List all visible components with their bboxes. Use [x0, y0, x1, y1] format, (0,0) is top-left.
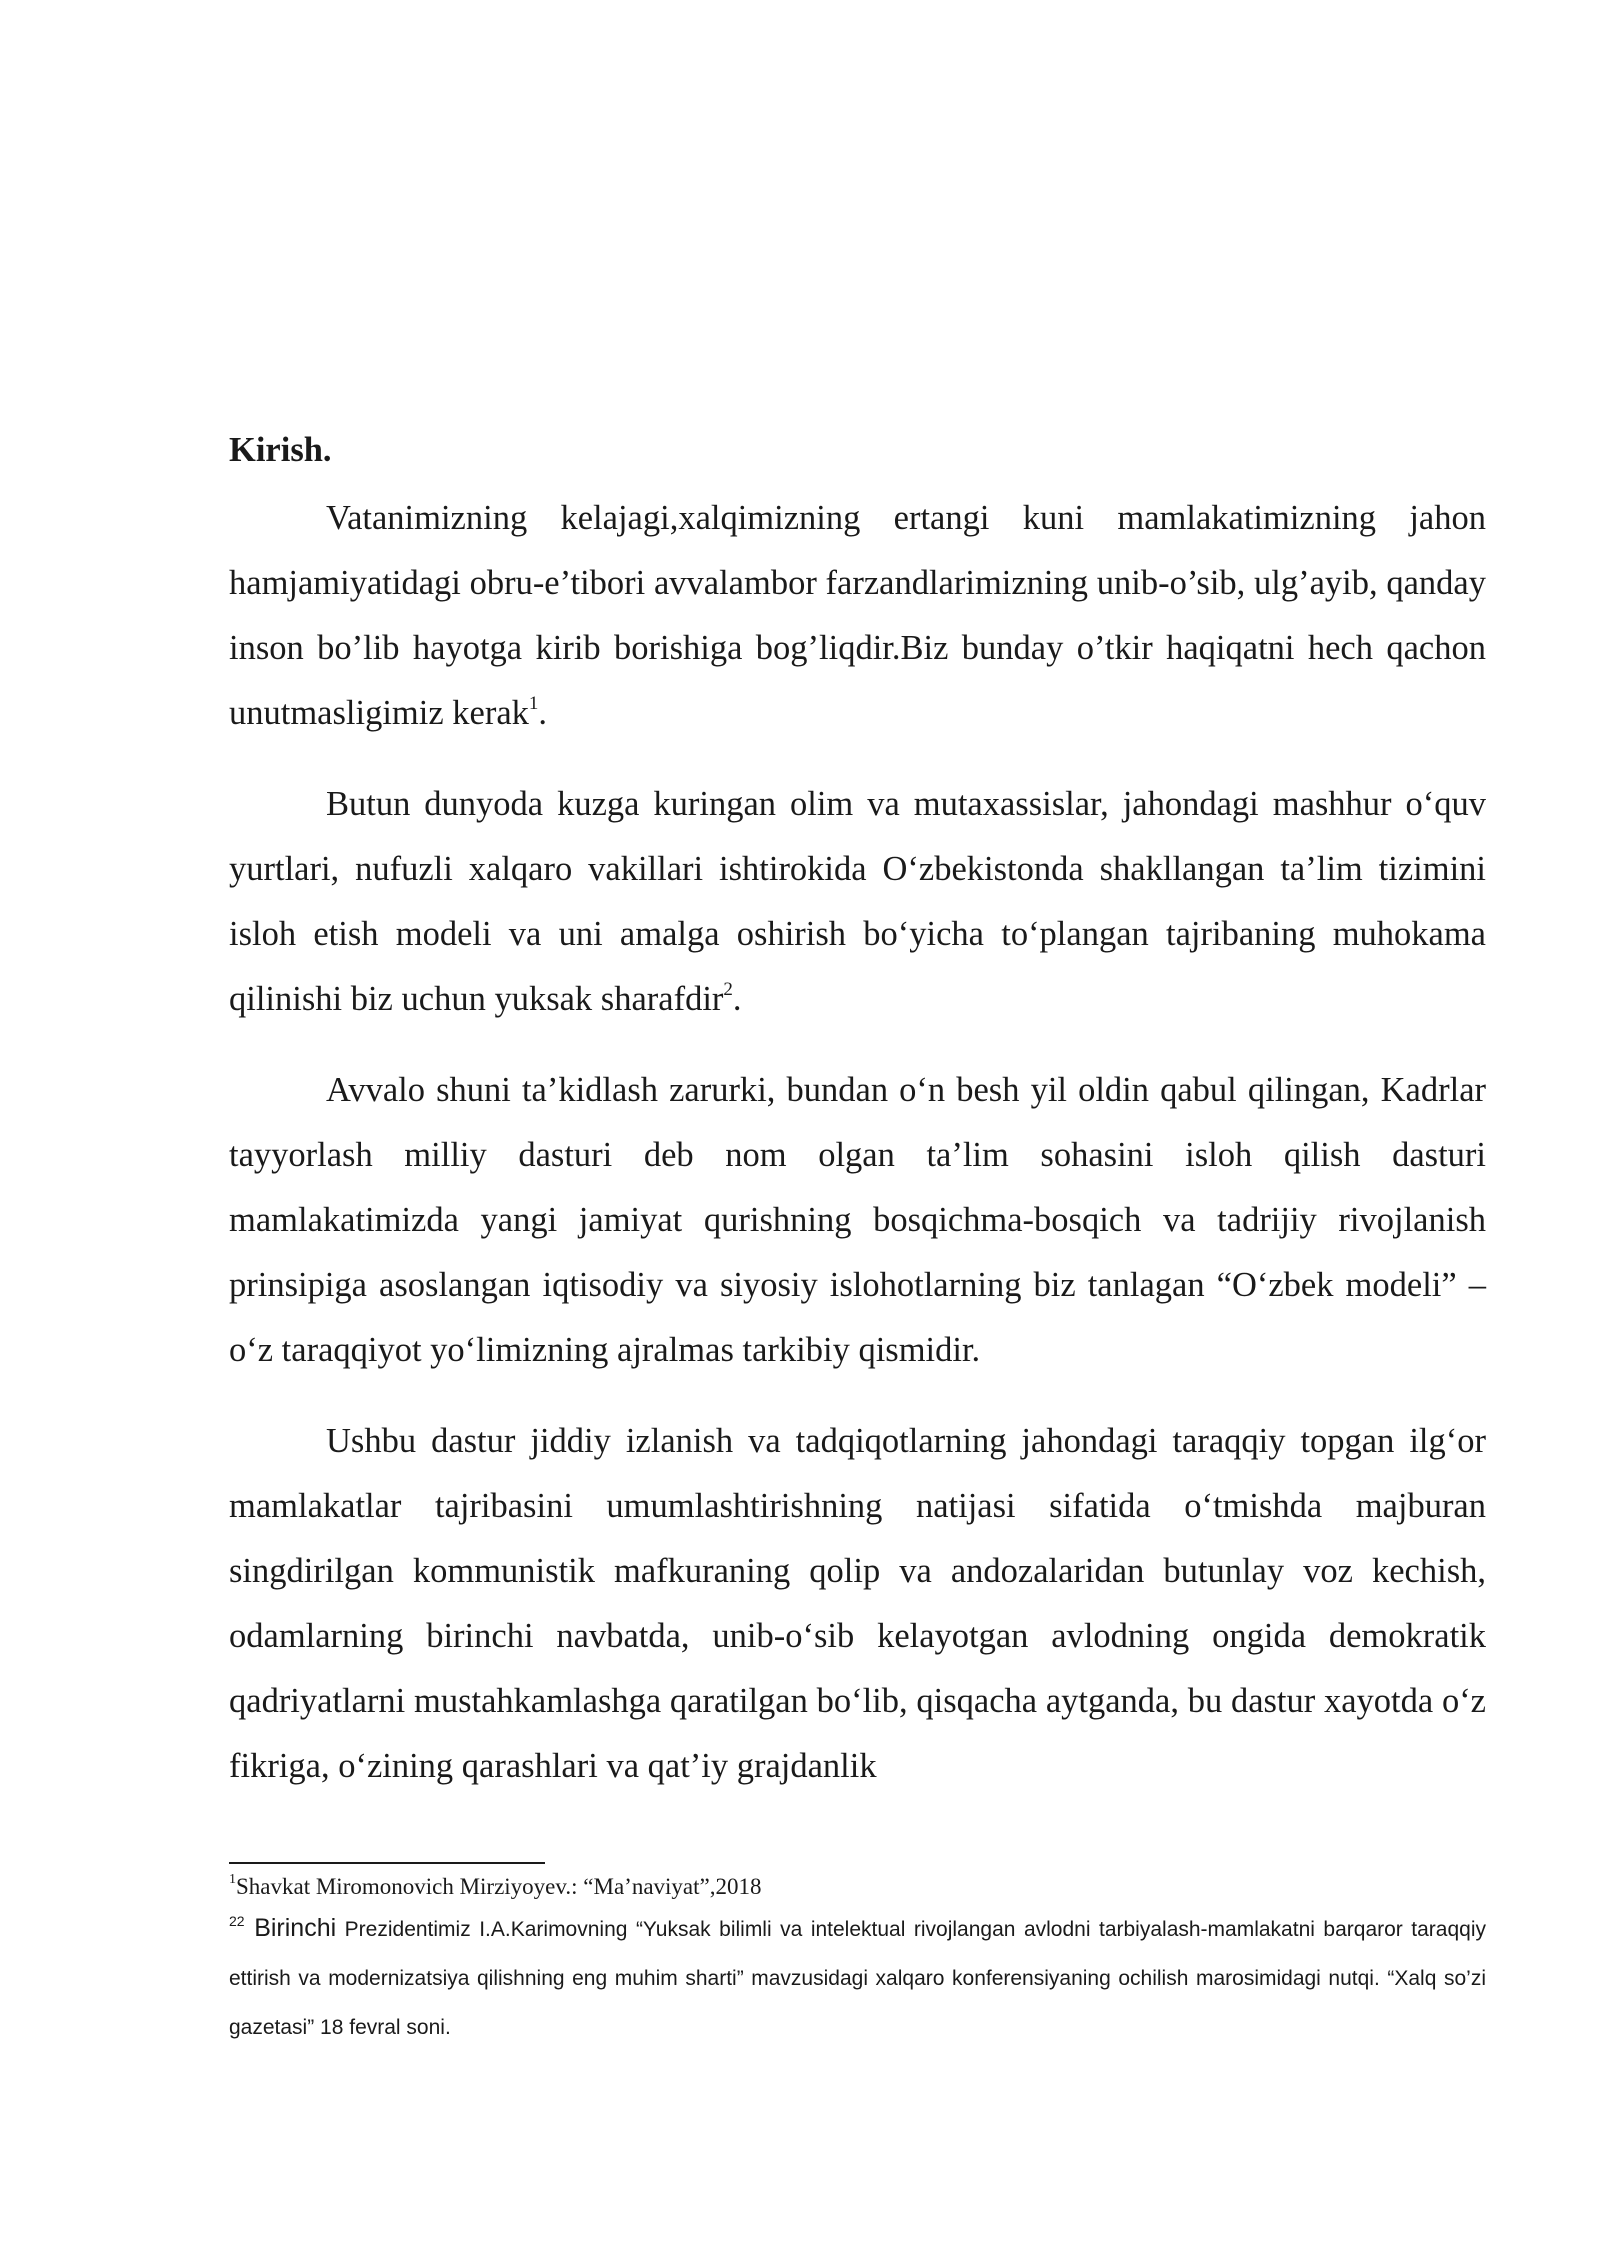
paragraph-2-end: .: [732, 980, 742, 1018]
footnote-separator: [229, 1862, 545, 1864]
paragraph-3-text: Avvalo shuni ta’kidlash zarurki, bundan o‘n besh yil oldin qabul qilingan, Kadrlar tayyorlash milliy dasturi deb nom olgan ta’lim sohasini isloh qilish dasturi mamlakatimizda yangi jamiyat qurishning bosqichma-bosqich va tadrijiy rivojlanish prinsipiga asoslangan iqtisodiy va siyosiy islohotlarning biz tanlagan “O‘zbek modeli” –o‘z taraqqiyot yo‘limizning ajralmas tarkibiy qismidir.: [229, 1071, 1486, 1369]
footnote-2-text: Prezidentimiz I.A.Karimovning “Yuksak bilimli va intelektual rivojlangan avlodni tarbiyalash-mamlakatni barqaror taraqqiy ettirish va modernizatsiya qilishning eng muhim sharti” mavzusidagi xalqaro konferensiyaning ochilish marosimidagi nutqi. “Xalq so’zi gazetasi” 18 fevral soni.: [229, 1918, 1486, 2039]
paragraph-3: [229, 1058, 1486, 1383]
section-heading: Kirish.: [229, 431, 332, 469]
document-body: [229, 418, 1486, 1799]
footnotes: [229, 1870, 1486, 2052]
paragraph-1-end: .: [538, 694, 548, 732]
footnote-1: [229, 1870, 1486, 1904]
footnote-2: [229, 1904, 1486, 2052]
paragraph-4-text: Ushbu dastur jiddiy izlanish va tadqiqotlarning jahondagi taraqqiy topgan ilg‘or mamlakatlar tajribasini umumlashtirishning natijasi sifatida o‘tmishda majburan singdirilgan kommunistik mafkuraning qolip va andozalaridan butunlay voz kechish, odamlarning birinchi navbatda, unib-o‘sib kelayotgan avlodning ongida demokratik qadriyatlarni mustahkamlashga qaratilgan bo‘lib, qisqacha aytganda, bu dastur xayotda o‘z fikriga, o‘zining qarashlari va qat’iy grajdanlik: [229, 1422, 1486, 1785]
paragraph-1: [229, 486, 1486, 746]
footnote-2-marker: 22: [229, 1913, 245, 1929]
footnote-1-marker: 1: [229, 1872, 236, 1888]
paragraph-2-text: Butun dunyoda kuzga kuringan olim va mutaxassislar, jahondagi mashhur o‘quv yurtlari, nufuzli xalqaro vakillari ishtirokida O‘zbekistonda shakllangan ta’lim tizimini isloh etish modeli va uni amalga oshirish bo‘yicha to‘plangan tajribaning muhokama qilinishi biz uchun yuksak sharafdir: [229, 785, 1486, 1018]
paragraph-1-text: Vatanimizning kelajagi,xalqimizning ertangi kuni mamlakatimizning jahon hamjamiyatidagi obru-e’tibori avvalambor farzandlarimizning unib-o’sib, ulg’ayib, qanday inson bo’lib hayotga kirib borishiga bog’liqdir.Biz bunday o’tkir haqiqatni hech qachon unutmasligimiz kerak: [229, 499, 1486, 732]
paragraph-4: [229, 1409, 1486, 1799]
footnote-2-lead: Birinchi: [244, 1914, 337, 1942]
footnote-ref-2[interactable]: 2: [723, 978, 733, 1000]
footnote-ref-1[interactable]: 1: [528, 692, 539, 714]
paragraph-2: [229, 772, 1486, 1032]
footnote-1-text: Shavkat Miromonovich Mirziyoyev.: “Ma’naviyat”,2018: [236, 1874, 762, 1899]
